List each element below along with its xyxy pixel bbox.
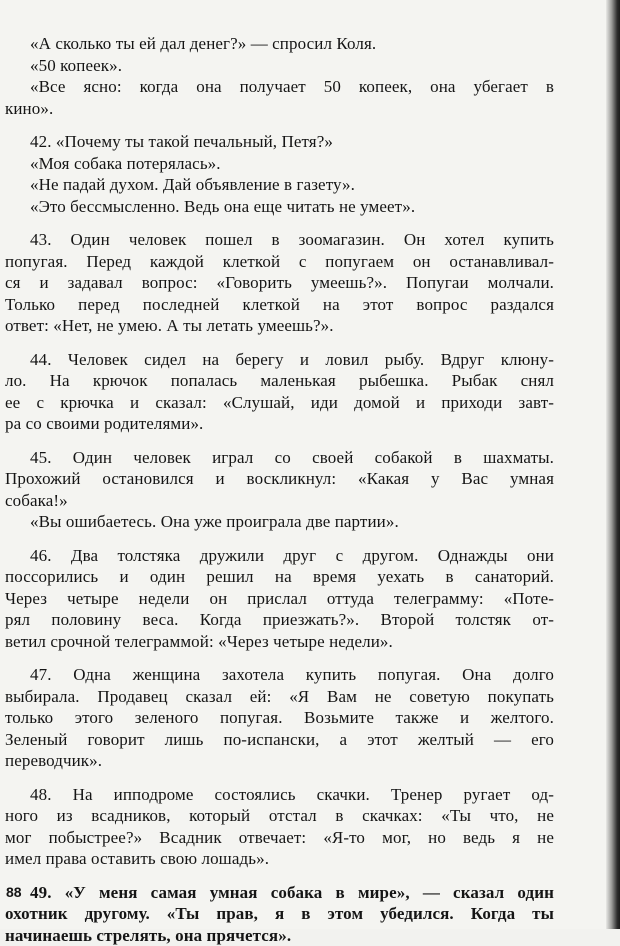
- paragraph: [5, 882, 554, 946]
- text-line: ответ: «Нет, не умею. А ты летать умеешь?».: [5, 315, 554, 337]
- text-line: ветил срочной телеграммой: «Через четыре недели».: [5, 631, 554, 653]
- paragraph-gap: [5, 533, 554, 545]
- text-line: «Все ясно: когда она получает 50 копеек, она убегает в: [5, 76, 554, 98]
- paragraph: [5, 349, 554, 435]
- paragraph: [5, 447, 554, 533]
- text-line: 47. Одна женщина захотела купить попугая. Она долго: [5, 664, 554, 686]
- text-line: охотник другому. «Ты прав, я в этом убедился. Когда ты: [5, 903, 554, 925]
- page-binding-shadow: [606, 0, 620, 929]
- page-text: [5, 33, 554, 946]
- text-line: только этого зеленого попугая. Возьмите также и желтого.: [5, 707, 554, 729]
- paragraph: [5, 545, 554, 653]
- paragraph-gap: [5, 217, 554, 229]
- text-line: переводчик».: [5, 750, 554, 772]
- page-number: 88: [6, 884, 22, 900]
- paragraph: [5, 131, 554, 217]
- text-line: собака!»: [5, 490, 554, 512]
- text-line: «А сколько ты ей дал денег?» — спросил Коля.: [5, 33, 554, 55]
- paragraph: [5, 229, 554, 337]
- paragraph: [5, 784, 554, 870]
- text-line: ло. На крючок попалась маленькая рыбешка. Рыбак снял: [5, 370, 554, 392]
- text-line: 49. «У меня самая умная собака в мире», — сказал один: [5, 882, 554, 904]
- text-line: ного из всадников, который отстал в скачках: «Ты что, не: [5, 805, 554, 827]
- paragraph-gap: [5, 435, 554, 447]
- text-line: 43. Один человек пошел в зоомагазин. Он хотел купить: [5, 229, 554, 251]
- text-line: рял половину веса. Когда приезжать?». Второй толстяк от-: [5, 609, 554, 631]
- text-line: попугая. Перед каждой клеткой с попугаем он останавливал-: [5, 251, 554, 273]
- text-line: выбирала. Продавец сказал ей: «Я Вам не советую покупать: [5, 686, 554, 708]
- paragraph-gap: [5, 119, 554, 131]
- text-line: «Это бессмысленно. Ведь она еще читать не умеет».: [5, 196, 554, 218]
- text-line: 46. Два толстяка дружили друг с другом. Однажды они: [5, 545, 554, 567]
- text-line: «50 копеек».: [5, 55, 554, 77]
- paragraph-gap: [5, 652, 554, 664]
- text-line: мог побыстрее?» Всадник отвечает: «Я-то мог, но ведь я не: [5, 827, 554, 849]
- text-line: ся и задавал вопрос: «Говорить умеешь?». Попугаи молчали.: [5, 272, 554, 294]
- paragraph: [5, 664, 554, 772]
- text-line: 44. Человек сидел на берегу и ловил рыбу. Вдруг клюну-: [5, 349, 554, 371]
- text-line: поссорились и один решил на время уехать в санаторий.: [5, 566, 554, 588]
- text-line: 45. Один человек играл со своей собакой в шахматы.: [5, 447, 554, 469]
- text-line: Зеленый говорит лишь по-испански, а этот желтый — его: [5, 729, 554, 751]
- paragraph-gap: [5, 337, 554, 349]
- text-line: кино».: [5, 98, 554, 120]
- text-line: имел права оставить свою лошадь».: [5, 848, 554, 870]
- text-line: начинаешь стрелять, она прячется».: [5, 925, 554, 946]
- text-line: 42. «Почему ты такой печальный, Петя?»: [5, 131, 554, 153]
- text-line: «Вы ошибаетесь. Она уже проиграла две партии».: [5, 511, 554, 533]
- text-line: Через четыре недели он прислал оттуда телеграмму: «Поте-: [5, 588, 554, 610]
- text-line: Только перед последней клеткой на этот вопрос раздался: [5, 294, 554, 316]
- text-line: «Моя собака потерялась».: [5, 153, 554, 175]
- text-line: 48. На ипподроме состоялись скачки. Тренер ругает од-: [5, 784, 554, 806]
- text-line: ее с крючка и сказал: «Слушай, иди домой и приходи завт-: [5, 392, 554, 414]
- paragraph-gap: [5, 870, 554, 882]
- paragraph-gap: [5, 772, 554, 784]
- paragraph: [5, 33, 554, 119]
- text-line: «Не падай духом. Дай объявление в газету».: [5, 174, 554, 196]
- text-line: ра со своими родителями».: [5, 413, 554, 435]
- text-line: Прохожий остановился и воскликнул: «Какая у Вас умная: [5, 468, 554, 490]
